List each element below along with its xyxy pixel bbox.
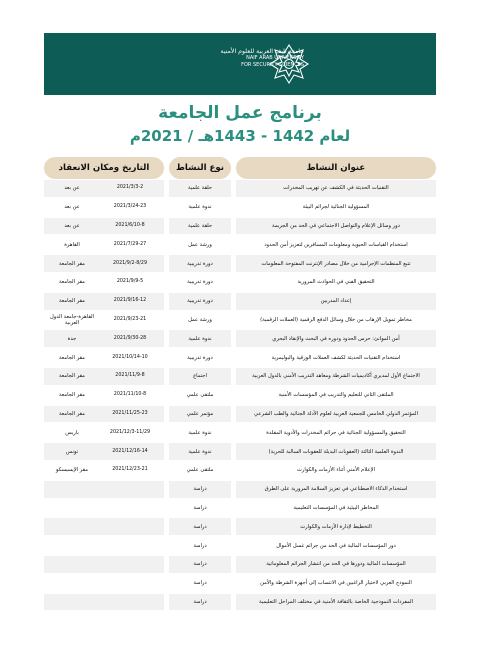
- table-row: [44, 255, 436, 272]
- activity-type: [169, 199, 231, 216]
- activity-date: 2021/9/23-21: [113, 316, 147, 322]
- activity-place: تونس: [65, 448, 79, 455]
- activity-type-text: دراسة: [193, 598, 207, 605]
- activity-date: 2021/11/9-8: [115, 373, 145, 379]
- date-place: [44, 274, 164, 291]
- activity-date: 2021/11/25-23: [112, 410, 148, 416]
- activity-title: [236, 199, 436, 216]
- activity-date: 2021/6/10-8: [115, 222, 145, 228]
- table-row: [44, 387, 436, 404]
- activity-type-text: دورة تدريبية: [187, 298, 213, 305]
- table-row: [44, 537, 436, 554]
- activity-type: [169, 236, 231, 253]
- table-row: [44, 330, 436, 347]
- activity-date: 2021/12/23-21: [112, 467, 148, 473]
- table-row: [44, 443, 436, 460]
- date-place: [44, 293, 164, 310]
- activity-type-text: دورة تدريبية: [187, 279, 213, 286]
- activity-title: [236, 330, 436, 347]
- table-row: [44, 312, 436, 329]
- date-place: [44, 368, 164, 385]
- activity-type: [169, 255, 231, 272]
- date-place: [44, 575, 164, 592]
- activity-type-text: ورشة عمل: [188, 241, 212, 248]
- activity-title: [236, 387, 436, 404]
- activity-title: [236, 594, 436, 611]
- activity-place: عن بعد: [64, 204, 80, 211]
- activity-title: [236, 575, 436, 592]
- date-place: [44, 518, 164, 535]
- activity-type-text: دراسة: [193, 542, 207, 549]
- activity-place: مقر الجامعة: [59, 392, 85, 399]
- table-row: [44, 406, 436, 423]
- activity-place: مقر الجامعة: [59, 410, 85, 417]
- date-place: [44, 481, 164, 498]
- activity-type: [169, 349, 231, 366]
- activity-type: [169, 537, 231, 554]
- activity-title-text: الندوة العلمية الثالثة (العقوبات البديلة للعقوبات السالبة للحرية): [268, 448, 404, 455]
- activity-title-text: تتبع المنظمات الإجرامية من خلال مصادر الإنترنت المفتوحة المعلومات: [261, 260, 411, 267]
- table-row: [44, 293, 436, 310]
- activity-title-text: المؤسسات المالية ودورها في الحد من انتشار الجرائم المعلوماتية: [266, 561, 406, 568]
- activity-date: 2021/7/29-27: [113, 241, 147, 247]
- activity-title: [236, 518, 436, 535]
- date-place: [44, 443, 164, 460]
- activity-title: [236, 293, 436, 310]
- activity-type-text: ندوة علمية: [188, 335, 212, 342]
- activity-type: [169, 312, 231, 329]
- activity-title-text: التقنيات الحديثة في الكشف عن تهريب المخدرات: [283, 185, 389, 192]
- activity-type: [169, 274, 231, 291]
- activity-title-text: التخطيط لإدارة الأزمات والكوارث: [300, 523, 372, 530]
- activity-title-text: الاجتماع الأول لمديري أكاديميات الشرطة ومعاهد التدريب الأمني بالدول العربية: [252, 373, 420, 380]
- activity-type: [169, 462, 231, 479]
- activity-title: [236, 180, 436, 197]
- table-row: [44, 556, 436, 573]
- page-subtitle: لعام 1442 - 1443هـ / 2021م: [129, 127, 351, 145]
- activity-type-text: دورة تدريبية: [187, 260, 213, 267]
- activity-place: مقر الجامعة: [59, 260, 85, 267]
- activity-title-text: استخدام الذكاء الاصطناعي في تعزيز السلامة المرورية على الطرق: [264, 486, 408, 493]
- activity-type: [169, 293, 231, 310]
- logo-arabic-name: جامعة نايف العربية للعلوم الأمنية: [220, 48, 304, 55]
- activities-table: [44, 157, 436, 612]
- activity-title: [236, 556, 436, 573]
- table-row: [44, 518, 436, 535]
- activity-type-text: ورشة عمل: [188, 316, 212, 323]
- activity-title: [236, 406, 436, 423]
- date-place: [44, 330, 164, 347]
- activity-title: [236, 312, 436, 329]
- activity-title-text: الإعلام الأمني أثناء الأزمات والكوارث: [297, 467, 375, 474]
- activity-place: القاهرة-جامعة الدول العربية: [50, 313, 94, 326]
- header-activity-type: نوع النشاط: [169, 157, 231, 179]
- page-title: برنامج عمل الجامعة: [158, 103, 322, 123]
- activity-type: [169, 180, 231, 197]
- activity-date: 2021/9/30-28: [113, 335, 147, 341]
- table-row: [44, 594, 436, 611]
- activity-title-text: المفردات النموذجية الخاصة بالثقافة الأمنية في مختلف المراحل التعليمية: [258, 598, 414, 605]
- activity-type-text: دراسة: [193, 561, 207, 568]
- activity-title-text: أمن الموانئ: حرس الحدود ودوره في البحث والإنقاذ البحري: [272, 335, 400, 342]
- activity-title: [236, 368, 436, 385]
- date-place: [44, 349, 164, 366]
- table-row: [44, 199, 436, 216]
- activity-title: [236, 481, 436, 498]
- activity-type-text: دراسة: [193, 486, 207, 493]
- activity-title: [236, 218, 436, 235]
- activity-title-text: دور وسائل الإعلام والتواصل الاجتماعي في الحد من الجريمة: [272, 222, 400, 229]
- activity-type: [169, 594, 231, 611]
- activity-date: 2021/12/16-14: [112, 448, 148, 454]
- activity-place: مقر الجامعة: [59, 298, 85, 305]
- activity-type: [169, 218, 231, 235]
- date-place: [44, 180, 164, 197]
- activity-date: 2021/9/2-8/29: [112, 260, 148, 266]
- activity-type-text: مؤتمر علمي: [186, 410, 214, 417]
- activity-title-text: التحقيق الفني في الحوادث المرورية: [297, 279, 375, 286]
- activity-type-text: دراسة: [193, 523, 207, 530]
- activity-title: [236, 236, 436, 253]
- activity-place: جدة: [67, 335, 77, 342]
- date-place: [44, 199, 164, 216]
- date-place: [44, 424, 164, 441]
- activity-place: مقر الجامعة: [59, 354, 85, 361]
- activity-place: عن بعد: [64, 185, 80, 192]
- activity-date: 2021/9/16-12: [113, 298, 147, 304]
- activity-title: [236, 424, 436, 441]
- activity-type: [169, 575, 231, 592]
- activity-place: باريس: [65, 429, 79, 436]
- activity-title-text: استخدام التقنيات الحديثة لكشف العملات الورقية والبوليمرية: [271, 354, 401, 361]
- header-activity-title: عنوان النشاط: [236, 157, 436, 179]
- activity-place: مقر الإيسيسكو: [55, 467, 89, 474]
- activity-type-text: دراسة: [193, 580, 207, 587]
- table-row: [44, 349, 436, 366]
- table-row: [44, 424, 436, 441]
- activity-title-text: الملتقى الثاني للتعليم والتدريب في المؤسسات الأمنية: [278, 392, 394, 399]
- logo-english-name-line1: NAIF ARAB UNIVERSITY: [246, 55, 304, 61]
- date-place: [44, 500, 164, 517]
- table-row: [44, 218, 436, 235]
- activity-title-text: إعداد المدربين: [320, 298, 352, 305]
- activity-title-text: مخاطر تمويل الإرهاب من خلال وسائل الدفع الرقمية (العملات الرقمية): [260, 316, 412, 323]
- date-place: [44, 218, 164, 235]
- date-place: [44, 556, 164, 573]
- logo-english-name-line2: FOR SECURITY SCIENCES: [241, 62, 304, 68]
- activity-type: [169, 443, 231, 460]
- table-row: [44, 462, 436, 479]
- activity-type-text: ندوة علمية: [188, 204, 212, 211]
- date-place: [44, 236, 164, 253]
- table-header: [44, 157, 436, 179]
- activity-title-text: استخدام القياسات الحيوية ومعلومات المسافرين لتعزيز أمن الحدود: [264, 241, 408, 248]
- activity-type: [169, 424, 231, 441]
- activity-title: [236, 537, 436, 554]
- activity-type-text: حلقة علمية: [187, 185, 213, 192]
- date-place: [44, 312, 164, 329]
- activity-title-text: دور المؤسسات المالية في الحد من جرائم غسل الأموال: [276, 542, 396, 549]
- date-place: [44, 387, 164, 404]
- activity-title-text: النموذج العربي لاختيار الراغبين في الانتساب إلى أجهزة الشرطة والأمن: [260, 580, 412, 587]
- activity-place: مقر الجامعة: [59, 373, 85, 380]
- activity-type: [169, 500, 231, 517]
- activity-type: [169, 330, 231, 347]
- activity-title-text: المسؤولية الجنائية لجرائم البيئة: [302, 204, 370, 211]
- activity-title-text: المؤتمر الدولي الخامس للجمعية العربية لعلوم الأدلة الجنائية والطب الشرعي: [254, 410, 418, 417]
- activity-date: 2021/3/3-2: [116, 185, 144, 191]
- header-banner: [44, 33, 436, 95]
- activity-type: [169, 406, 231, 423]
- date-place: [44, 462, 164, 479]
- activity-title-text: المخاطر البيئية في المؤسسات التعليمية: [293, 504, 379, 511]
- activity-title: [236, 443, 436, 460]
- logo-text: [204, 48, 304, 69]
- date-place: [44, 255, 164, 272]
- activity-type: [169, 481, 231, 498]
- activity-type: [169, 368, 231, 385]
- activity-title: [236, 255, 436, 272]
- activity-title-text: التحقيق والمسؤولية الجنائية في جرائم المخدرات والأدوية المقلدة: [266, 429, 406, 436]
- activity-type: [169, 556, 231, 573]
- activity-type-text: ملتقى علمي: [186, 467, 214, 474]
- activity-type-text: ندوة علمية: [188, 429, 212, 436]
- date-place: [44, 406, 164, 423]
- date-place: [44, 594, 164, 611]
- header-date-place: التاريخ ومكان الانعقاد: [44, 157, 164, 179]
- table-row: [44, 575, 436, 592]
- activity-title: [236, 349, 436, 366]
- activity-type: [169, 518, 231, 535]
- activity-date: 2021/12/3-11/29: [109, 429, 151, 435]
- activity-type: [169, 387, 231, 404]
- activity-type-text: ندوة علمية: [188, 448, 212, 455]
- activity-type-text: دورة تدريبية: [187, 354, 213, 361]
- activity-date: 2021/11/10-8: [113, 392, 147, 398]
- activity-type-text: ملتقى علمي: [186, 392, 214, 399]
- table-row: [44, 481, 436, 498]
- date-place: [44, 537, 164, 554]
- table-row: [44, 500, 436, 517]
- activity-place: عن بعد: [64, 222, 80, 229]
- table-row: [44, 236, 436, 253]
- activity-type-text: دراسة: [193, 504, 207, 511]
- activity-date: 2021/9/9-5: [116, 279, 144, 285]
- activity-type-text: حلقة علمية: [187, 222, 213, 229]
- activity-date: 2021/10/14-10: [112, 354, 148, 360]
- activity-date: 2021/3/24-23: [113, 204, 147, 210]
- table-row: [44, 274, 436, 291]
- activity-place: القاهرة: [64, 241, 80, 248]
- activity-title: [236, 462, 436, 479]
- activity-type-text: اجتماع: [193, 373, 207, 380]
- activity-title: [236, 500, 436, 517]
- activity-title: [236, 274, 436, 291]
- table-row: [44, 368, 436, 385]
- table-row: [44, 180, 436, 197]
- activity-place: مقر الجامعة: [59, 279, 85, 286]
